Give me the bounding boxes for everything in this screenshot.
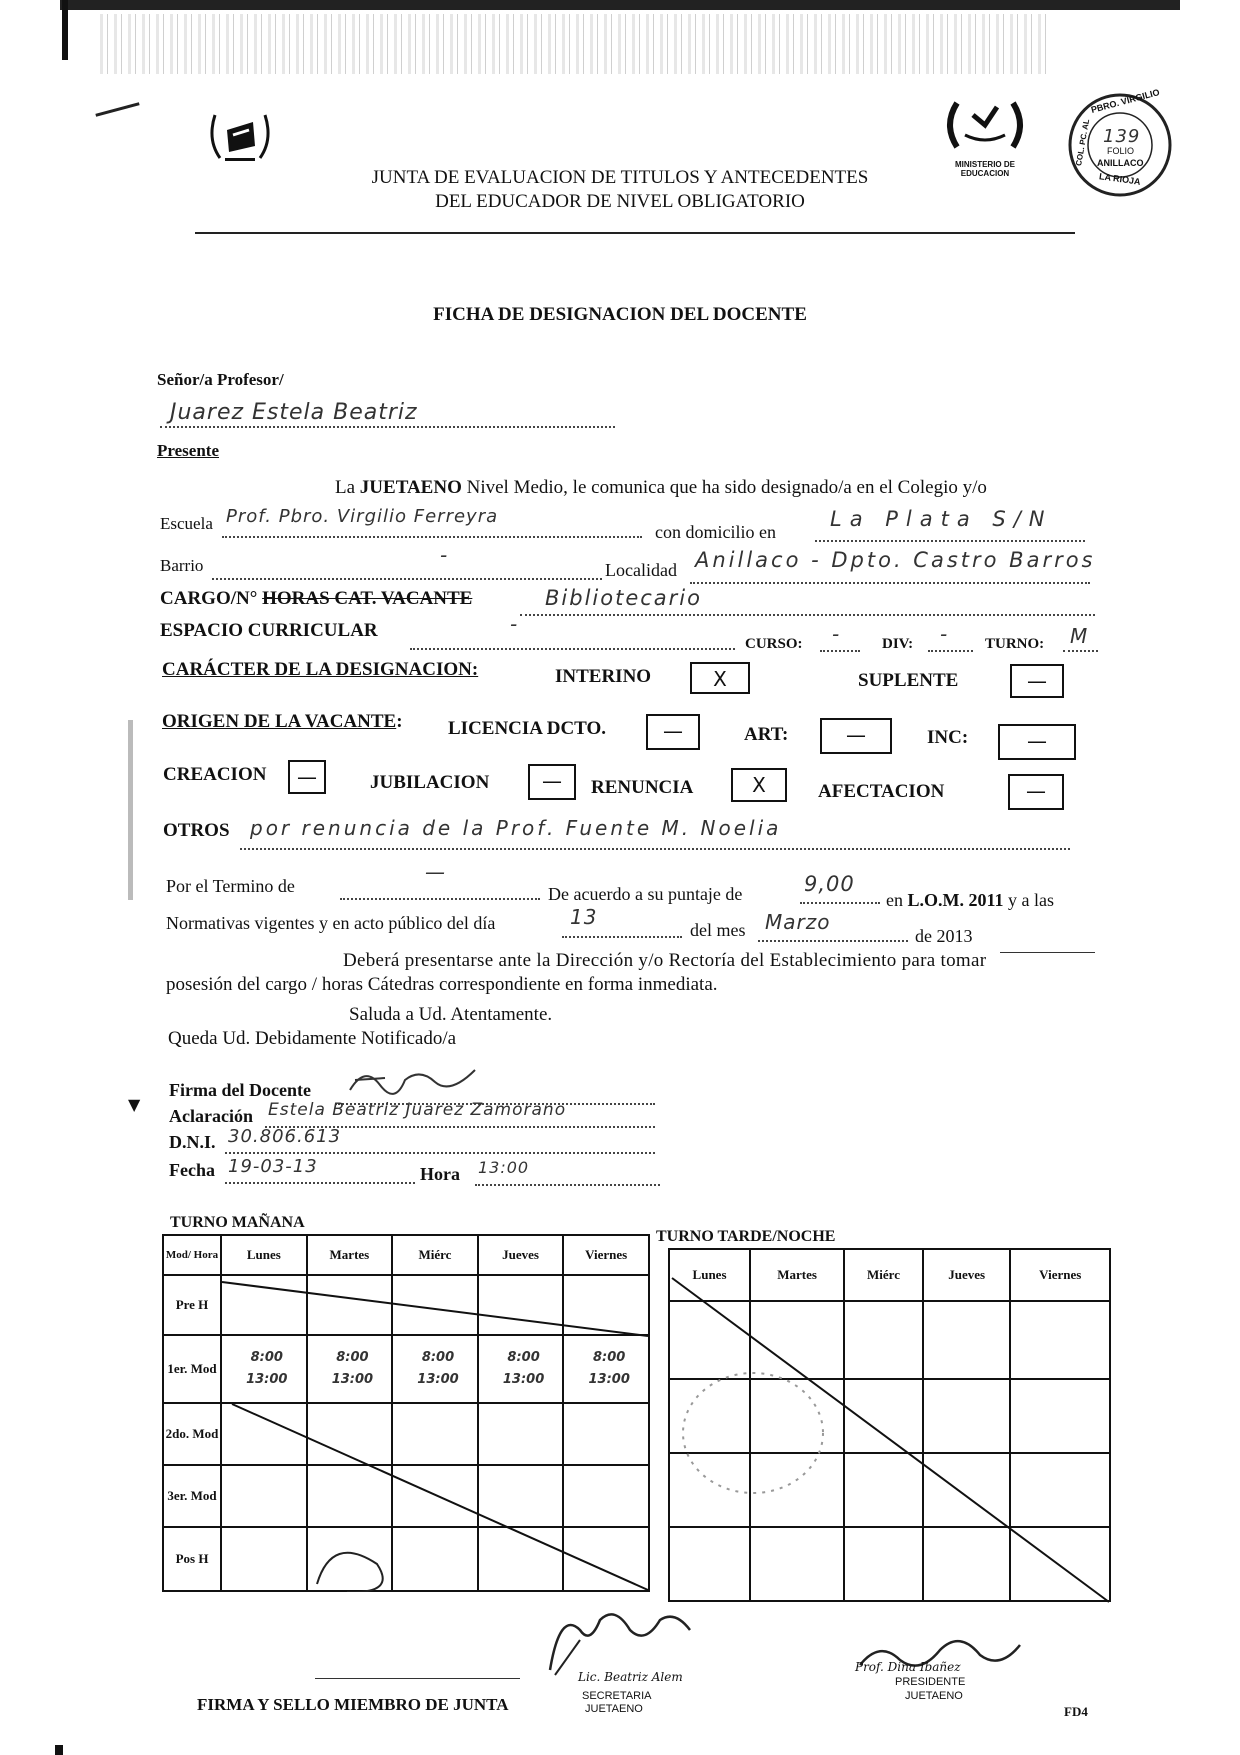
- tm-cell-jueves-1[interactable]: 8:00 13:00: [478, 1335, 564, 1403]
- year-rule: [1000, 952, 1095, 953]
- espacio-value: -: [510, 612, 519, 636]
- escuela-value: Prof. Pbro. Virgilio Ferreyra: [226, 506, 499, 527]
- afectacion-box[interactable]: —: [1008, 774, 1064, 810]
- stamp-number: 139: [1103, 126, 1141, 147]
- firma-docente-label: Firma del Docente: [169, 1080, 311, 1100]
- header-title: [300, 166, 940, 214]
- header-title-line2: DEL EDUCADOR DE NIVEL OBLIGATORIO: [435, 191, 805, 212]
- suplente-label: SUPLENTE: [858, 670, 959, 691]
- turno-tarde-strike-line: [668, 1248, 1113, 1604]
- div-value: -: [940, 622, 949, 646]
- header-rule: [195, 232, 1075, 234]
- fecha-value: 19-03-13: [228, 1156, 318, 1177]
- curso-value: -: [832, 622, 841, 646]
- origen-label-wrap: ORIGEN DE LA VACANTE:: [162, 711, 403, 732]
- intro-text: [335, 477, 987, 499]
- renuncia-box[interactable]: X: [731, 768, 787, 802]
- termino-label: Por el Termino de: [166, 876, 295, 896]
- aclaracion-label: Aclaración: [169, 1106, 253, 1126]
- pen-mark: [95, 102, 139, 117]
- suplente-box[interactable]: —: [1010, 664, 1064, 698]
- renuncia-label: RENUNCIA: [591, 777, 694, 798]
- barrio-label: Barrio: [160, 556, 204, 575]
- barrio-value: -: [440, 543, 449, 567]
- licencia-label: LICENCIA DCTO.: [448, 718, 607, 739]
- intro-pre: La: [335, 477, 360, 498]
- tm-day-lunes: Lunes: [221, 1235, 307, 1275]
- doc-title: FICHA DE DESIGNACION DEL DOCENTE: [433, 304, 807, 325]
- dni-label: D.N.I.: [169, 1132, 216, 1152]
- stamp-left-text: COL. PC. AL: [1074, 118, 1092, 167]
- tm-day-mierc: Miérc: [392, 1235, 478, 1275]
- tm-day-jueves: Jueves: [478, 1235, 564, 1275]
- turno-manana-title: TURNO MAÑANA: [170, 1214, 305, 1231]
- lom-text: [886, 890, 1054, 911]
- scan-bottom-mark: [55, 1745, 63, 1755]
- interino-box[interactable]: X: [690, 662, 750, 694]
- tt-day-viernes: Viernes: [1010, 1249, 1110, 1301]
- saluda-text: Saluda a Ud. Atentamente.: [349, 1004, 553, 1025]
- stamp-folio: FOLIO: [1107, 146, 1135, 156]
- posesion-text: posesión del cargo / horas Cátedras correspondiente en forma inmediata.: [166, 974, 718, 995]
- form-code: FD4: [1064, 1704, 1088, 1719]
- aclaracion-value: Estela Beatriz Juarez Zamorano: [268, 1100, 567, 1120]
- secretaria-signature: [520, 1600, 710, 1680]
- creacion-label: CREACION: [163, 764, 267, 785]
- stamp-town: ANILLACO: [1097, 158, 1144, 168]
- intro-org: JUETAENO: [359, 477, 462, 498]
- curso-label: CURSO:: [745, 636, 803, 652]
- div-label: DIV:: [882, 636, 914, 652]
- presente-label: Presente: [157, 441, 219, 460]
- firma-sello-label: FIRMA Y SELLO MIEMBRO DE JUNTA: [197, 1695, 509, 1714]
- scan-top-band: [60, 0, 1180, 10]
- otros-label: OTROS: [163, 820, 230, 841]
- tt-day-mierc: Miérc: [844, 1249, 923, 1301]
- jubilacion-box[interactable]: —: [528, 764, 576, 800]
- puntaje-value: 9,00: [804, 872, 855, 896]
- lom-pre: en: [886, 890, 908, 910]
- hora-value: 13:00: [478, 1158, 530, 1177]
- cargo-label-pre: CARGO/N°: [160, 588, 263, 609]
- scan-top-noise: [100, 14, 1050, 74]
- afectacion-label: AFECTACION: [818, 781, 945, 802]
- firma-docente-signature: [345, 1060, 485, 1105]
- turno-label: TURNO:: [985, 636, 1045, 652]
- secretaria-title: SECRETARIA: [582, 1690, 652, 1702]
- domicilio-label: con domicilio en: [655, 522, 776, 542]
- tm-row-1er: 1er. Mod: [163, 1335, 221, 1403]
- hora-label: Hora: [420, 1164, 460, 1184]
- turno-value: M: [1070, 624, 1089, 648]
- tm-row-3er: 3er. Mod: [163, 1465, 221, 1527]
- inc-label: INC:: [927, 727, 969, 748]
- lom-post: y a las: [1003, 890, 1054, 910]
- tm-cell-mierc-1[interactable]: 8:00 13:00: [392, 1335, 478, 1403]
- turno-manana-strike-lines: [162, 1234, 652, 1592]
- espacio-line: [410, 626, 735, 650]
- mes-label: del mes: [690, 920, 746, 940]
- tt-day-jueves: Jueves: [923, 1249, 1011, 1301]
- mes-value: Marzo: [765, 910, 831, 934]
- scan-left-mark: [62, 0, 68, 60]
- tt-day-martes: Martes: [750, 1249, 844, 1301]
- secretaria-name: Lic. Beatriz Alem: [578, 1670, 683, 1684]
- intro-post: Nivel Medio, le comunica que ha sido designado/a en el Colegio y/o: [461, 477, 987, 498]
- dia-value: 13: [570, 905, 598, 929]
- creacion-box[interactable]: —: [288, 760, 326, 794]
- junta-logo: [205, 100, 275, 170]
- school-stamp: [1065, 87, 1175, 200]
- tm-row-pos: Pos H: [163, 1527, 221, 1591]
- turno-tarde-title: TURNO TARDE/NOCHE: [656, 1228, 836, 1245]
- puntaje-label: De acuerdo a su puntaje de: [548, 884, 743, 904]
- barrio-line: [212, 556, 602, 580]
- tm-row-pre: Pre H: [163, 1275, 221, 1335]
- tm-corner: Mod/ Hora: [163, 1235, 221, 1275]
- fecha-label: Fecha: [169, 1160, 215, 1180]
- scan-left-bar: [128, 720, 133, 900]
- debera-text: Deberá presentarse ante la Dirección y/o Rectoría del Establecimiento para tomar: [343, 950, 987, 971]
- licencia-box[interactable]: —: [646, 714, 700, 750]
- tm-cell-lunes-1[interactable]: 8:00 13:00: [221, 1335, 307, 1403]
- recipient-name: Juarez Estela Beatriz: [170, 400, 418, 425]
- localidad-value: Anillaco - Dpto. Castro Barros: [695, 548, 1096, 572]
- recipient-label: Señor/a Profesor/: [157, 370, 284, 389]
- presidente-title: PRESIDENTE: [895, 1676, 966, 1688]
- tm-cell-martes-1[interactable]: 8:00 13:00: [307, 1335, 393, 1403]
- tm-row-2do: 2do. Mod: [163, 1403, 221, 1465]
- ministry-logo-text: MINISTERIO DE EDUCACION: [954, 160, 1015, 178]
- tm-cell-viernes-1[interactable]: 8:00 13:00: [563, 1335, 649, 1403]
- termino-value: —: [425, 860, 446, 884]
- presidente-org: JUETAENO: [905, 1690, 963, 1702]
- jubilacion-label: JUBILACION: [370, 772, 490, 793]
- tm-day-viernes: Viernes: [563, 1235, 649, 1275]
- dni-value: 30.806.613: [228, 1126, 342, 1147]
- inc-box[interactable]: —: [998, 724, 1076, 760]
- lom-value: L.O.M. 2011: [907, 890, 1004, 910]
- cargo-value: Bibliotecario: [545, 586, 702, 610]
- queda-text: Queda Ud. Debidamente Notificado/a: [168, 1028, 457, 1049]
- header-title-line1: JUNTA DE EVALUACION DE TITULOS Y ANTECEDENTES: [371, 167, 869, 188]
- tm-day-martes: Martes: [307, 1235, 393, 1275]
- domicilio-value: La Plata S/N: [830, 507, 1053, 531]
- scan-left-arrow: ▼: [128, 1095, 141, 1114]
- art-box[interactable]: —: [820, 718, 892, 754]
- otros-value: por renuncia de la Prof. Fuente M. Noelia: [250, 816, 782, 840]
- div-line: [928, 630, 973, 652]
- ministry-logo: [935, 95, 1035, 185]
- footer-rule-left: [315, 1678, 520, 1679]
- cargo-label-strike: HORAS CAT. VACANTE: [262, 588, 473, 609]
- localidad-label: Localidad: [605, 560, 677, 580]
- stamp-region: LA RIOJA: [1098, 171, 1142, 187]
- normativas-text: Normativas vigentes y en acto público del día: [166, 913, 496, 933]
- presidente-name: Prof. Dina Ibañez: [855, 1660, 961, 1674]
- caracter-label: CARÁCTER DE LA DESIGNACION:: [162, 659, 479, 680]
- secretaria-org: JUETAENO: [585, 1703, 643, 1715]
- origen-label: ORIGEN DE LA VACANTE: [162, 711, 397, 732]
- espacio-label: ESPACIO CURRICULAR: [160, 620, 378, 641]
- year-text: de 2013: [915, 926, 973, 946]
- tt-day-lunes: Lunes: [669, 1249, 750, 1301]
- cargo-label: [160, 588, 472, 610]
- art-label: ART:: [744, 724, 789, 745]
- escuela-label: Escuela: [160, 514, 213, 533]
- interino-label: INTERINO: [555, 666, 652, 687]
- stamp-top-text: PBRO. VIRGILIO: [1089, 87, 1161, 115]
